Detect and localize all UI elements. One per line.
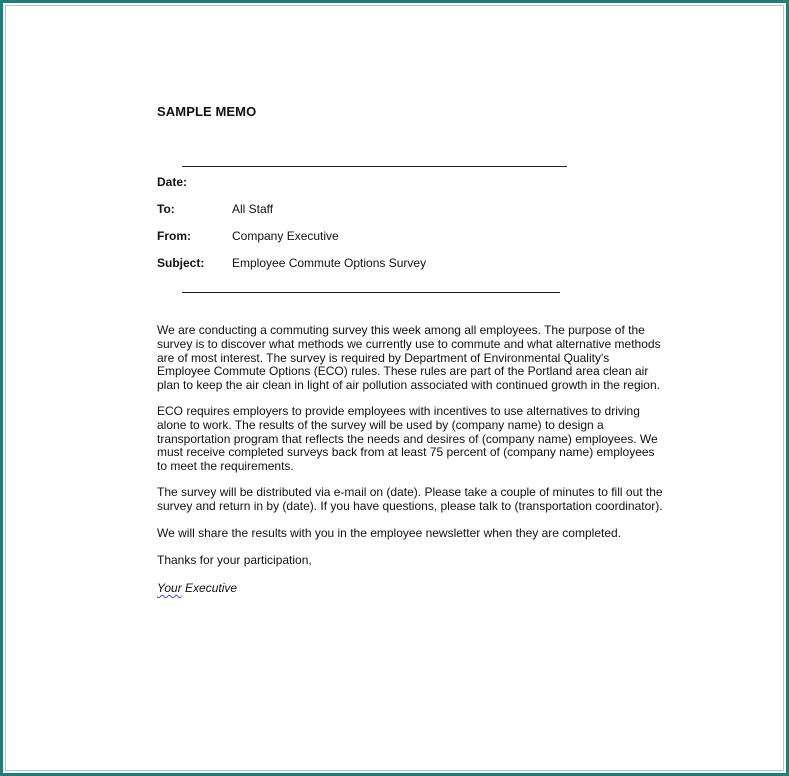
header-bottom-rule	[182, 292, 560, 293]
p1-line-2: survey is to discover what methods we currently use to commute and what alternative methods	[157, 336, 661, 351]
body-paragraph-4	[157, 527, 677, 541]
date-label: Date:	[157, 175, 188, 189]
from-value: Company Executive	[232, 229, 339, 243]
memo-title: SAMPLE MEMO	[157, 104, 257, 119]
p2-line-3: transportation program that reflects the needs and desires of (company name) employees. We	[157, 431, 658, 446]
p1-line-3: are of most interest. The survey is required by Department of Environmental Quality's	[157, 350, 610, 365]
p1-line-1: We are conducting a commuting survey this week among all employees. The purpose of the	[157, 323, 645, 337]
body-paragraph-1	[157, 324, 677, 393]
body-paragraph-3	[157, 486, 677, 514]
to-value: All Staff	[232, 202, 274, 216]
body-paragraph-2	[157, 405, 677, 474]
from-label: From:	[157, 229, 191, 243]
p4-line-1: We will share the results with you in the employee newsletter when they are completed.	[157, 526, 622, 540]
p3-line-2: survey and return in by (date). If you have questions, please talk to (transportation coordinator).	[157, 498, 663, 513]
header-top-rule	[182, 166, 567, 167]
to-label: To:	[157, 202, 175, 216]
p2-line-4: must receive completed surveys back from at least 75 percent of (company name) employees	[157, 445, 655, 460]
subject-value: Employee Commute Options Survey	[232, 256, 427, 270]
p2-line-2: alone to work. The results of the survey will be used by (company name) to design a	[157, 417, 604, 432]
signature-word-2: Executive	[181, 581, 238, 595]
p2-line-1: ECO requires employers to provide employees with incentives to use alternatives to driving	[157, 404, 640, 418]
p2-line-5: to meet the requirements.	[157, 459, 294, 474]
p1-line-5: plan to keep the air clean in light of air pollution associated with continued growth in the region.	[157, 378, 660, 393]
p3-line-1: The survey will be distributed via e-mail on (date). Please take a couple of minutes to fill out the	[157, 485, 663, 499]
p5-line-1: Thanks for your participation,	[157, 553, 312, 567]
p1-line-4: Employee Commute Options (ECO) rules. These rules are part of the Portland area clean air	[157, 364, 649, 379]
subject-label: Subject:	[157, 256, 205, 270]
signature	[157, 581, 237, 595]
signature-word-1: Your	[157, 581, 182, 595]
closing-line	[157, 554, 677, 568]
